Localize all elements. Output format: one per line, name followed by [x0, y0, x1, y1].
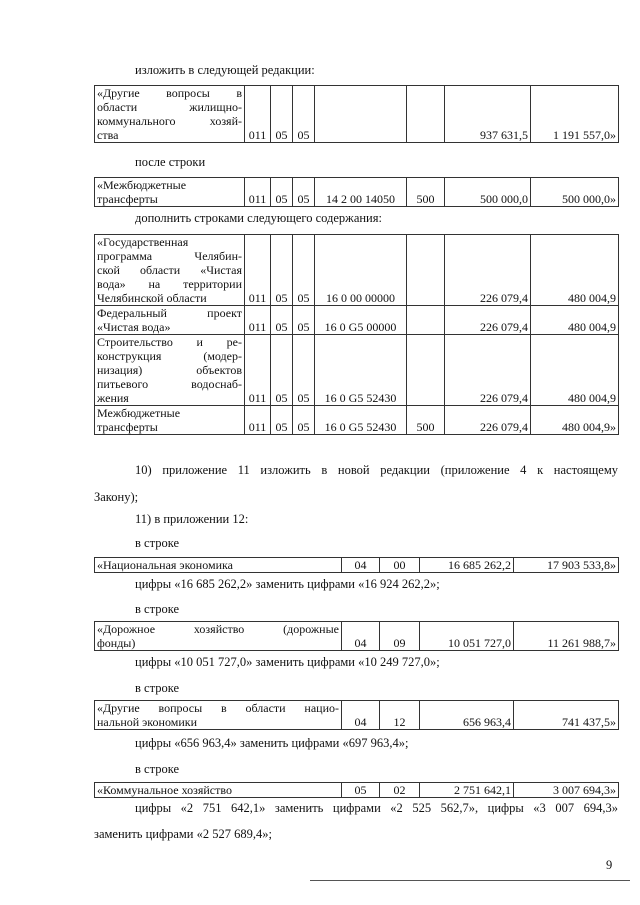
table-communal-facilities	[94, 782, 619, 798]
value-1-cell: 226 079,4	[445, 306, 531, 335]
value-2-cell: 480 004,9»	[531, 406, 619, 435]
name-line: «Дорожное хозяйство (дорожные	[97, 622, 339, 636]
row-name-cell	[95, 783, 342, 798]
in-row-label: в строке	[135, 681, 180, 695]
page-number: 9	[606, 858, 613, 872]
rz-cell: 04	[342, 701, 380, 730]
name-line: фонды)	[97, 636, 136, 650]
value-1-cell: 226 079,4	[445, 235, 531, 306]
table-clean-water-program	[94, 234, 619, 435]
ved-cell: 011	[245, 235, 271, 306]
csr-cell: 16 0 G5 00000	[315, 306, 407, 335]
in-row-label: в строке	[135, 536, 180, 550]
name-line: нальной экономики	[97, 715, 197, 729]
table-row	[95, 558, 619, 573]
table-housing-other-issues	[94, 85, 619, 143]
ved-cell: 011	[245, 86, 271, 143]
value-2-cell: 480 004,9	[531, 306, 619, 335]
rz-cell: 05	[342, 783, 380, 798]
row-name-cell	[95, 406, 245, 435]
vr-cell	[407, 86, 445, 143]
value-2-cell: 741 437,5»	[514, 701, 619, 730]
ved-cell: 011	[245, 306, 271, 335]
pr-cell: 05	[293, 86, 315, 143]
pr-cell: 05	[293, 306, 315, 335]
supplement-text: дополнить строками следующего содержания:	[135, 211, 382, 225]
row-name-cell	[95, 306, 245, 335]
name-line: низация) объектов	[97, 363, 242, 377]
name-line: жения	[97, 391, 129, 405]
table-row	[95, 178, 619, 207]
ved-cell: 011	[245, 335, 271, 406]
name-line: программа Челябин-	[97, 249, 242, 263]
replace-4-paragraph	[94, 801, 618, 841]
row-name-cell	[95, 335, 245, 406]
name-line: трансферты	[97, 192, 158, 206]
table-row	[95, 235, 619, 306]
in-row-label: в строке	[135, 602, 180, 616]
value-1-cell: 2 751 642,1	[420, 783, 514, 798]
name-line: коммунального хозяй-	[97, 114, 242, 128]
csr-cell: 16 0 G5 52430	[315, 335, 407, 406]
table-interbudget-transfers	[94, 177, 619, 207]
item-10-paragraph	[94, 463, 618, 504]
name-line: «Государственная	[97, 235, 189, 249]
in-row-label: в строке	[135, 762, 180, 776]
csr-cell: 16 0 00 00000	[315, 235, 407, 306]
row-name-cell	[95, 701, 342, 730]
name-line: «Коммунальное хозяйство	[97, 783, 232, 797]
vr-cell	[407, 235, 445, 306]
after-row-text: после строки	[135, 155, 206, 169]
row-name-cell	[95, 558, 342, 573]
ved-cell: 011	[245, 178, 271, 207]
name-line: питьевого водоснаб-	[97, 377, 242, 391]
bottom-rule	[310, 880, 630, 881]
name-line: Федеральный проект	[97, 306, 242, 320]
name-line: области жилищно-	[97, 100, 242, 114]
name-line: «Национальная экономика	[97, 558, 233, 572]
rz-cell: 05	[271, 335, 293, 406]
pr-cell: 05	[293, 406, 315, 435]
rz-cell: 04	[342, 558, 380, 573]
vr-cell: 500	[407, 178, 445, 207]
table-row	[95, 406, 619, 435]
rz-cell: 05	[271, 178, 293, 207]
rz-cell: 05	[271, 86, 293, 143]
value-1-cell: 500 000,0	[445, 178, 531, 207]
value-2-cell: 3 007 694,3»	[514, 783, 619, 798]
item-11-text: 11) в приложении 12:	[135, 512, 249, 526]
table-row	[95, 701, 619, 730]
vr-cell: 500	[407, 406, 445, 435]
replace-text-2: цифры «10 051 727,0» заменить цифрами «10 249 727,0»;	[135, 655, 440, 669]
rz-cell: 05	[271, 235, 293, 306]
intro-text: изложить в следующей редакции:	[135, 63, 315, 77]
value-1-cell: 226 079,4	[445, 335, 531, 406]
replace-text-1: цифры «16 685 262,2» заменить цифрами «16 924 262,2»;	[135, 577, 440, 591]
replace-4-line-2: заменить цифрами «2 527 689,4»;	[94, 827, 272, 841]
name-line: конструкция (модер-	[97, 349, 242, 363]
rz-cell: 05	[271, 306, 293, 335]
table-row	[95, 783, 619, 798]
name-line: Межбюджетные	[97, 406, 181, 420]
csr-cell: 14 2 00 14050	[315, 178, 407, 207]
name-line: Строительство и ре-	[97, 335, 242, 349]
pr-cell: 02	[380, 783, 420, 798]
value-2-cell: 11 261 988,7»	[514, 622, 619, 651]
row-name-cell	[95, 86, 245, 143]
value-2-cell: 480 004,9	[531, 235, 619, 306]
item-10-line-1: 10) приложение 11 изложить в новой редакции (приложение 4 к настоящему	[135, 463, 618, 477]
name-line: ской области «Чистая	[97, 263, 242, 277]
value-2-cell: 500 000,0»	[531, 178, 619, 207]
row-name-cell	[95, 622, 342, 651]
table-road-facilities	[94, 621, 619, 651]
vr-cell	[407, 306, 445, 335]
value-2-cell: 1 191 557,0»	[531, 86, 619, 143]
table-row	[95, 306, 619, 335]
pr-cell: 09	[380, 622, 420, 651]
table-national-economy	[94, 557, 619, 573]
value-2-cell: 17 903 533,8»	[514, 558, 619, 573]
name-line: «Другие вопросы в области нацио-	[97, 701, 339, 715]
pr-cell: 05	[293, 335, 315, 406]
name-line: «Межбюджетные	[97, 178, 187, 192]
row-name-cell	[95, 178, 245, 207]
value-1-cell: 937 631,5	[445, 86, 531, 143]
name-line: ства	[97, 128, 119, 142]
pr-cell: 05	[293, 178, 315, 207]
ved-cell: 011	[245, 406, 271, 435]
csr-cell: 16 0 G5 52430	[315, 406, 407, 435]
name-line: «Чистая вода»	[97, 320, 171, 334]
value-1-cell: 226 079,4	[445, 406, 531, 435]
table-row	[95, 335, 619, 406]
pr-cell: 12	[380, 701, 420, 730]
value-2-cell: 480 004,9	[531, 335, 619, 406]
table-row	[95, 622, 619, 651]
row-name-cell	[95, 235, 245, 306]
replace-4-line-1: цифры «2 751 642,1» заменить цифрами «2 525 562,7», цифры «3 007 694,3»	[135, 801, 618, 815]
rz-cell: 05	[271, 406, 293, 435]
name-line: трансферты	[97, 420, 158, 434]
name-line: Челябинской области	[97, 291, 207, 305]
pr-cell: 05	[293, 235, 315, 306]
value-1-cell: 656 963,4	[420, 701, 514, 730]
table-national-economy-other	[94, 700, 619, 730]
vr-cell	[407, 335, 445, 406]
name-line: «Другие вопросы в	[97, 86, 242, 100]
table-row	[95, 86, 619, 143]
value-1-cell: 16 685 262,2	[420, 558, 514, 573]
name-line: вода» на территории	[97, 277, 242, 291]
replace-text-3: цифры «656 963,4» заменить цифрами «697 963,4»;	[135, 736, 409, 750]
csr-cell	[315, 86, 407, 143]
value-1-cell: 10 051 727,0	[420, 622, 514, 651]
pr-cell: 00	[380, 558, 420, 573]
rz-cell: 04	[342, 622, 380, 651]
item-10-line-2: Закону);	[94, 490, 139, 504]
